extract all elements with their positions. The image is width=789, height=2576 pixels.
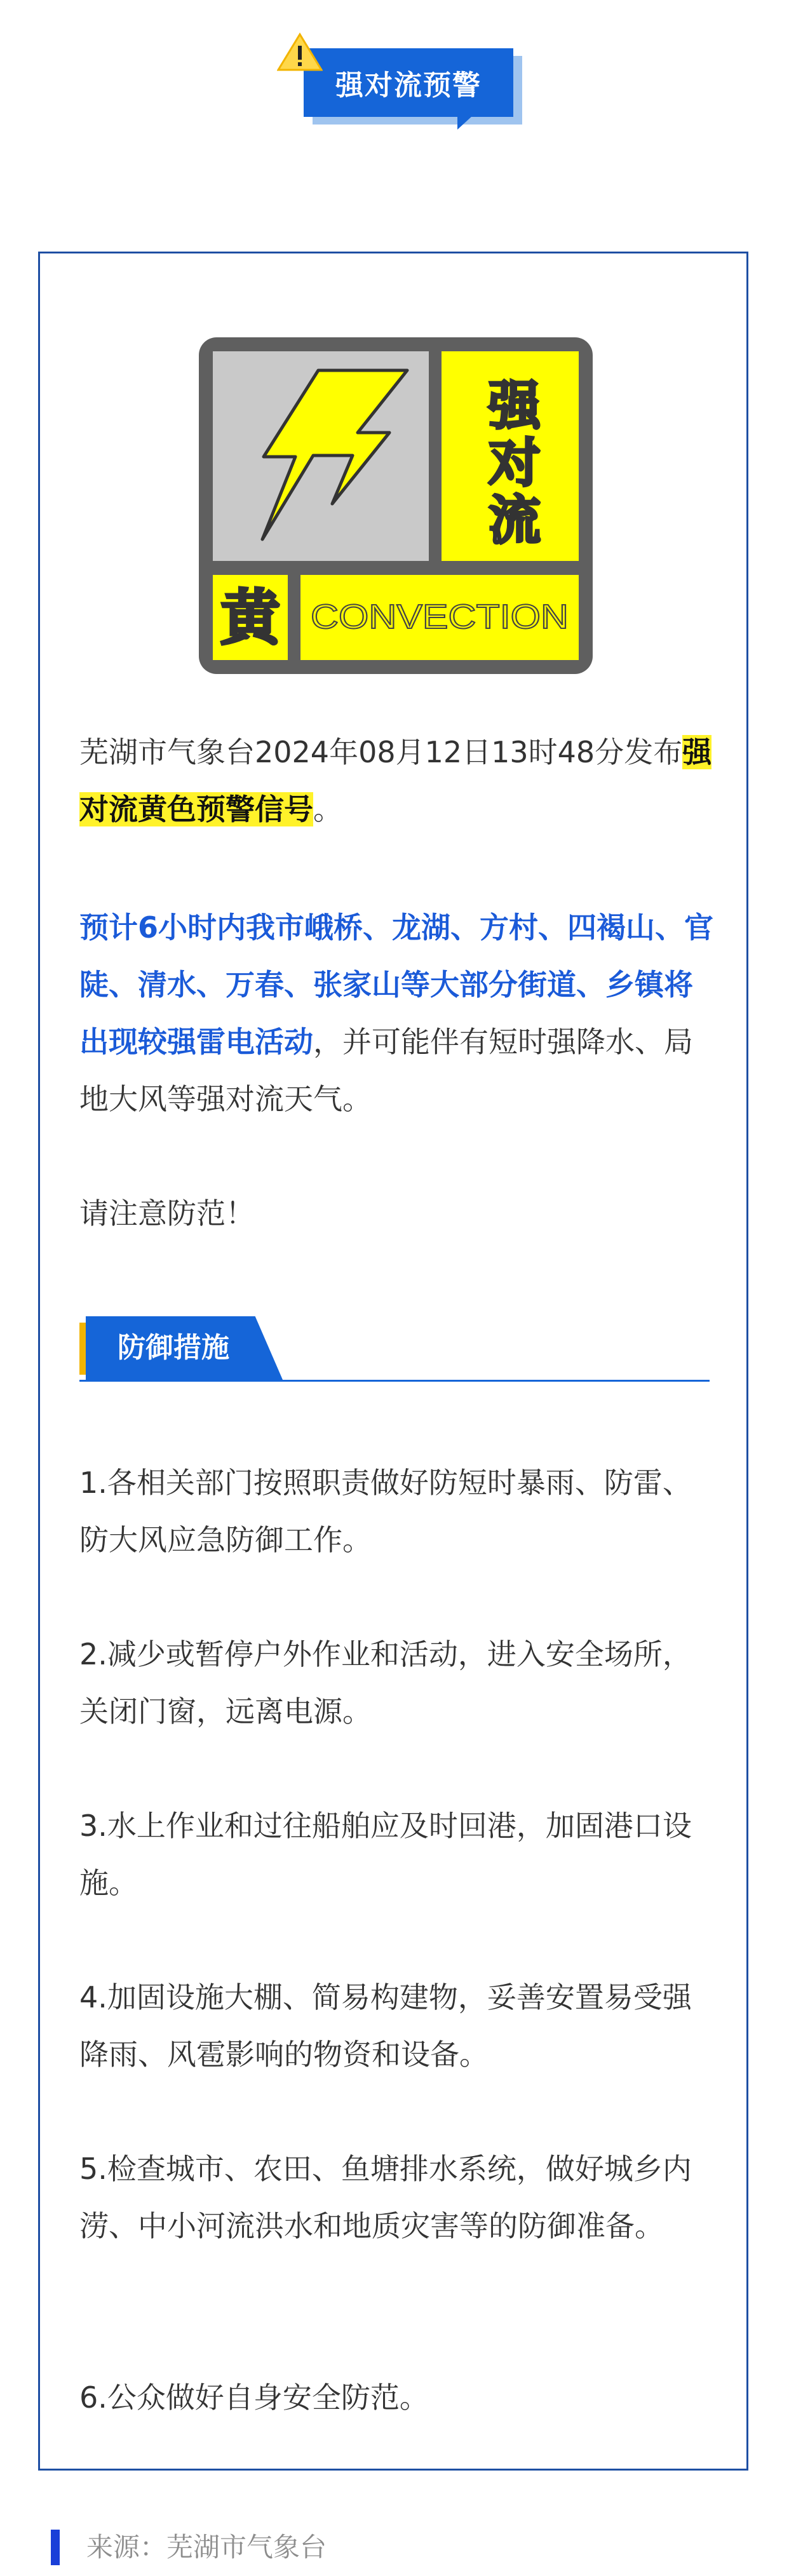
- intro-highlight: 强对流黄色预警信号: [79, 735, 712, 826]
- measure-item: 2.减少或暂停户外作业和活动，进入安全场所，关闭门窗，远离电源。: [79, 1637, 692, 1729]
- footer-accent-bar: [51, 2530, 60, 2565]
- notice-text: 请注意防范！: [79, 1196, 255, 1231]
- measure-item: 5.检查城市、农田、鱼塘排水系统，做好城乡内涝、中小河流洪水和地质灾害等的防御准备。: [79, 2152, 692, 2243]
- warning-triangle-icon: [277, 32, 323, 72]
- intro-end: 。: [313, 792, 342, 826]
- tag-tail: [457, 116, 473, 130]
- section-header: [79, 1311, 710, 1381]
- forecast-rest: ，并可能伴有短时强降水、局地大风等强对流天气。: [79, 1025, 693, 1116]
- section-accent-bar: [79, 1323, 86, 1375]
- measure-item: 3.水上作业和过往船舶应及时回港，加固港口设施。: [79, 1809, 692, 1900]
- convection-signal-graphic: [199, 337, 593, 674]
- section-divider: [79, 1380, 710, 1382]
- source-text: 来源：芜湖市气象台: [86, 2532, 327, 2563]
- header-tag: [0, 32, 789, 133]
- forecast-bold: 预计6小时内我市峨桥、龙湖、方村、四褐山、官陡、清水、万春、张家山等大部分街道、乡镇将出现较强雷电活动: [79, 910, 714, 1059]
- content-box: [38, 252, 748, 2471]
- intro-line: 芜湖市气象台2024年08月12日13时48分发布: [79, 735, 683, 769]
- signal-side-text: 强对流: [480, 378, 541, 550]
- section-title: 防御措施: [118, 1332, 229, 1364]
- measure-item: 4.加固设施大棚、简易构建物，妥善安置易受强降雨、风雹影响的物资和设备。: [79, 1980, 692, 2072]
- intro-paragraph: [79, 724, 715, 838]
- measure-item: 1.各相关部门按照职责做好防短时暴雨、防雷、防大风应急防御工作。: [79, 1466, 692, 1557]
- warning-tag-label: 强对流预警: [335, 69, 482, 102]
- signal-english-label: CONVECTION: [311, 598, 569, 636]
- measure-item: 6.公众做好自身安全防范。: [79, 2380, 429, 2415]
- forecast-paragraph: [79, 899, 715, 1128]
- signal-level-char: 黄: [220, 584, 281, 653]
- warning-tag: [304, 48, 513, 117]
